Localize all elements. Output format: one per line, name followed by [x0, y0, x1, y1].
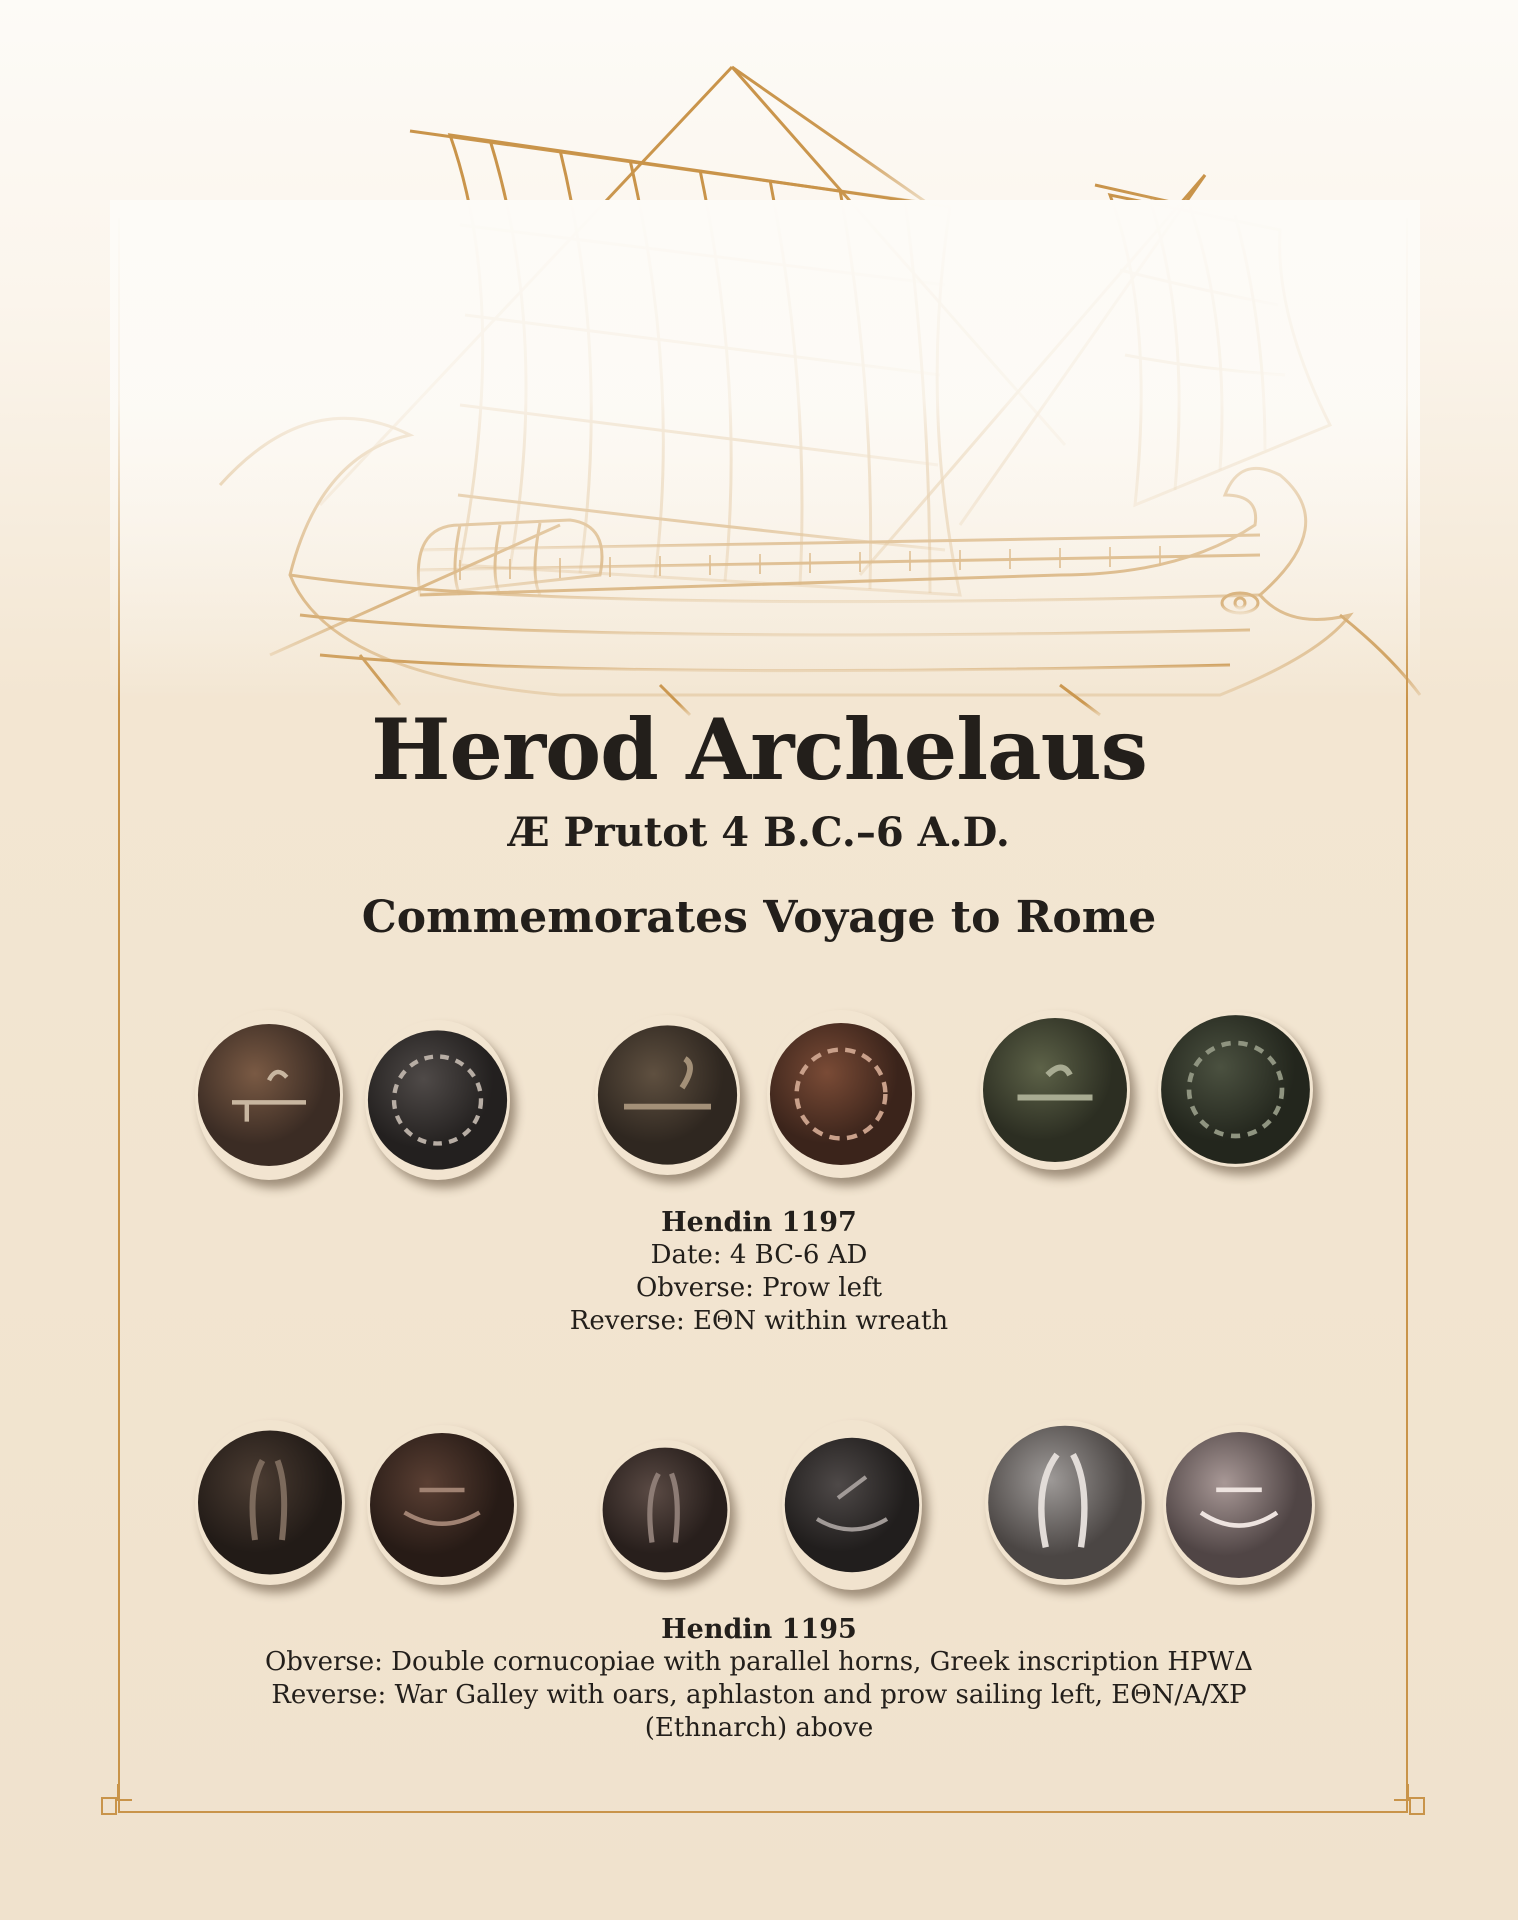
page-tagline: Commemorates Voyage to Rome	[361, 892, 1157, 943]
coin-pair	[600, 1415, 930, 1605]
caption-heading: Hendin 1195	[661, 1614, 857, 1645]
coin-row-hendin-1197	[0, 1000, 1518, 1190]
coin-reverse-image	[1163, 1425, 1315, 1585]
coin-reverse-image	[1158, 1012, 1313, 1167]
caption-line: Obverse: Double cornucopiae with parallel horns, Greek inscription HPWΔ	[264, 1647, 1254, 1677]
coin-reverse-image	[365, 1020, 510, 1180]
caption-line: Obverse: Prow left	[635, 1273, 883, 1303]
coin-obverse-image	[600, 1440, 730, 1580]
caption-hendin-1197	[0, 1206, 1518, 1338]
coin-pair	[985, 1415, 1315, 1605]
frame-corner-left-icon	[100, 1782, 134, 1816]
coin-obverse-image	[595, 1015, 740, 1175]
coin-reverse-image	[367, 1425, 517, 1585]
caption-line: Date: 4 BC-6 AD	[650, 1240, 868, 1270]
caption-line: (Ethnarch) above	[644, 1713, 874, 1743]
coin-pair	[195, 1415, 525, 1605]
coin-row-hendin-1195	[0, 1415, 1518, 1605]
coin-pair	[195, 1000, 525, 1190]
page-title: Herod Archelaus	[371, 700, 1147, 799]
coin-reverse-image	[767, 1010, 915, 1178]
coin-reverse-image	[782, 1420, 922, 1590]
caption-line: Reverse: EΘN within wreath	[569, 1306, 949, 1336]
coin-pair	[595, 1000, 925, 1190]
coin-obverse-image	[980, 1010, 1130, 1170]
caption-line: Reverse: War Galley with oars, aphlaston and prow sailing left, EΘN/A/XP	[271, 1680, 1247, 1710]
coin-obverse-image	[195, 1010, 343, 1180]
coin-obverse-image	[195, 1420, 345, 1585]
caption-hendin-1195	[0, 1613, 1518, 1745]
caption-heading: Hendin 1197	[661, 1207, 857, 1238]
frame-corner-right-icon	[1392, 1782, 1426, 1816]
coin-pair	[980, 1000, 1310, 1190]
coin-obverse-image	[985, 1420, 1145, 1585]
page-subtitle: Æ Prutot 4 B.C.–6 A.D.	[508, 809, 1010, 856]
